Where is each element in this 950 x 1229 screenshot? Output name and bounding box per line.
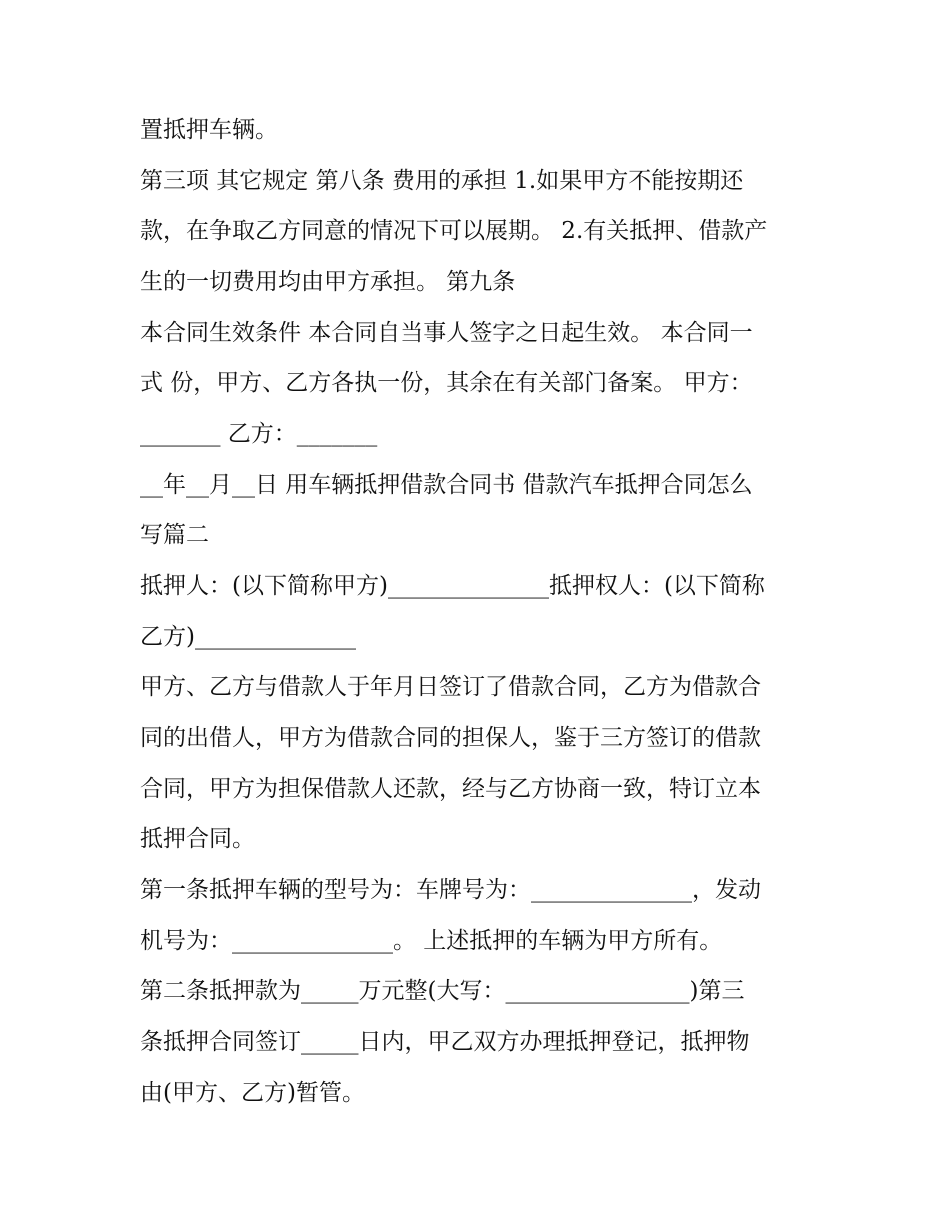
text-line: 式 份，甲方、乙方各执一份，其余在有关部门备案。 甲方： <box>140 370 753 396</box>
text-line: 甲方、乙方与借款人于年月日签订了借款合同，乙方为借款合 <box>140 674 761 700</box>
text-line: 抵押合同。 <box>140 826 255 852</box>
text-line: 乙方)______________ <box>140 624 356 650</box>
text-line: 条抵押合同签订_____日内，甲乙双方办理抵押登记，抵押物 <box>140 1029 750 1055</box>
text-line: 第三项 其它规定 第八条 费用的承担 1.如果甲方不能按期还 <box>140 168 744 194</box>
text-line: 第一条抵押车辆的型号为：车牌号为：______________，发动 <box>140 877 761 903</box>
text-line: 抵押人：(以下简称甲方)______________抵押权人：(以下简称 <box>140 573 765 599</box>
text-line: 同的出借人，甲方为借款合同的担保人，鉴于三方签订的借款 <box>140 725 761 751</box>
text-line: 本合同生效条件 本合同自当事人签字之日起生效。 本合同一 <box>140 320 753 346</box>
text-line: 机号为：______________。 上述抵押的车辆为甲方所有。 <box>140 928 723 954</box>
text-line: 款，在争取乙方同意的情况下可以展期。 2.有关抵押、借款产 <box>140 218 768 244</box>
text-line: 生的一切费用均由甲方承担。 第九条 <box>140 269 516 295</box>
text-line: _______ 乙方：_______ <box>140 421 378 447</box>
text-line: 写篇二 <box>140 522 209 548</box>
text-line: 第二条抵押款为_____万元整(大写：________________)第三 <box>140 978 745 1004</box>
text-line: __年__月__日 用车辆抵押借款合同书 借款汽车抵押合同怎么 <box>140 472 753 498</box>
text-line: 合同，甲方为担保借款人还款，经与乙方协商一致，特订立本 <box>140 776 761 802</box>
text-line: 置抵押车辆。 <box>140 117 278 143</box>
text-line: 由(甲方、乙方)暂管。 <box>140 1080 365 1106</box>
